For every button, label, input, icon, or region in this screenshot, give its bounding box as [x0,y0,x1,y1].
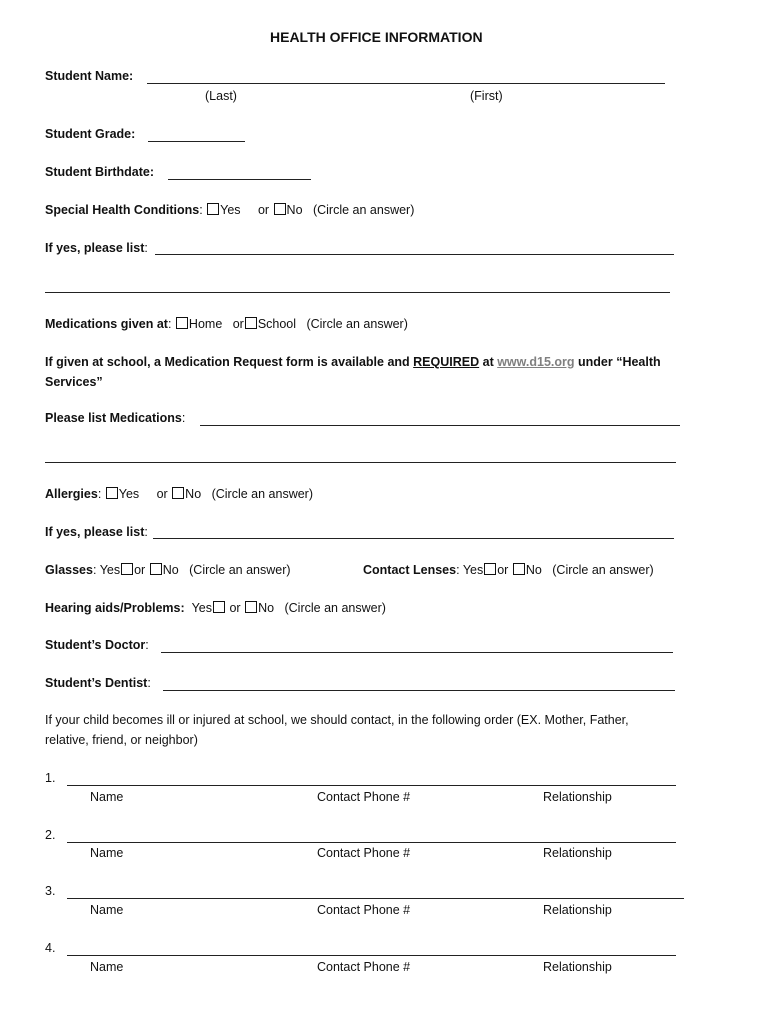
contact-lenses-or: or [497,563,509,577]
medications-or: or [232,317,244,331]
dentist-label: Student’s Dentist [45,676,148,690]
allergies-no-checkbox[interactable] [172,487,184,499]
contact-4-number: 4. [45,941,56,955]
medications-list-row [45,411,185,425]
contact-3-name-hint: Name [90,903,124,917]
special-conditions-row [45,203,414,217]
allergies-row [45,487,313,501]
student-grade-field[interactable] [148,141,245,142]
required-text: REQUIRED [413,355,480,369]
contact-2-number: 2. [45,828,56,842]
doctor-colon: : [145,638,149,652]
hearing-circle-note: (Circle an answer) [284,601,386,615]
special-conditions-colon: : [199,203,203,217]
first-name-hint: (First) [470,89,503,103]
contact-4-relationship-hint: Relationship [543,960,612,974]
hearing-yes-checkbox[interactable] [213,601,225,613]
medications-list-extra-field[interactable] [45,462,676,463]
medications-list-field[interactable] [200,425,680,426]
medications-given-row [45,317,408,331]
if-yes-list-1-label: If yes, please list [45,241,145,255]
contact-instructions-line-1: If your child becomes ill or injured at school, we should contact, in the following order (EX. Mother, Father, [45,713,629,727]
special-conditions-no-label: No [286,203,303,217]
contact-2-field[interactable] [67,842,676,843]
hearing-yes-label: Yes [191,601,212,615]
special-conditions-no-checkbox[interactable] [274,203,286,215]
contact-2-relationship-hint: Relationship [543,846,612,860]
special-conditions-yes-label: Yes [220,203,241,217]
glasses-yes-checkbox[interactable] [121,563,133,575]
contact-3-number: 3. [45,884,56,898]
dentist-colon: : [147,676,151,690]
contact-2-phone-hint: Contact Phone # [317,846,411,860]
student-birthdate-field[interactable] [168,179,311,180]
hearing-no-label: No [258,601,275,615]
special-conditions-yes-checkbox[interactable] [207,203,219,215]
hearing-label: Hearing aids/Problems: [45,601,185,615]
doctor-row [45,638,149,652]
medications-home-checkbox[interactable] [176,317,188,329]
contact-1-name-hint: Name [90,790,124,804]
student-name-field[interactable] [147,83,665,84]
allergies-no-label: No [185,487,202,501]
medications-home-label: Home [188,317,223,331]
contact-4-field[interactable] [67,955,676,956]
contact-1-phone-hint: Contact Phone # [317,790,411,804]
allergies-colon: : [97,487,102,501]
contact-2-name-hint: Name [90,846,124,860]
allergies-label: Allergies [45,487,98,501]
glasses-circle-note: (Circle an answer) [189,563,291,577]
contact-lenses-circle-note: (Circle an answer) [552,563,654,577]
contact-1-relationship-hint: Relationship [543,790,612,804]
contact-lenses-no-checkbox[interactable] [513,563,525,575]
if-yes-list-2-field[interactable] [153,538,674,539]
glasses-label: Glasses [45,563,93,577]
student-grade-label: Student Grade: [45,127,136,141]
medications-given-label: Medications given at [45,317,168,331]
glasses-no-checkbox[interactable] [150,563,162,575]
doctor-label: Student’s Doctor [45,638,146,652]
student-birthdate-label: Student Birthdate: [45,165,155,179]
notice-text-b: at [479,355,498,369]
contact-lenses-yes-checkbox[interactable] [484,563,496,575]
contact-1-number: 1. [45,771,56,785]
glasses-colon: : [92,563,97,577]
glasses-row [45,563,291,577]
notice-text-a: If given at school, a Medication Request form is available and [45,355,414,369]
if-yes-list-1-colon: : [144,241,148,255]
if-yes-list-2-colon: : [144,525,148,539]
contact-3-relationship-hint: Relationship [543,903,612,917]
dentist-field[interactable] [163,690,675,691]
medications-circle-note: (Circle an answer) [306,317,408,331]
glasses-no-label: No [162,563,179,577]
allergies-yes-label: Yes [118,487,140,501]
if-yes-list-2-label: If yes, please list [45,525,145,539]
allergies-yes-checkbox[interactable] [106,487,118,499]
glasses-yes-label: Yes [99,563,121,577]
if-yes-list-1-field[interactable] [155,254,674,255]
glasses-or: or [134,563,146,577]
medication-request-notice [45,355,661,369]
medications-given-colon: : [167,317,172,331]
if-yes-list-2-row [45,525,148,539]
contact-lenses-label: Contact Lenses [363,563,457,577]
medications-list-label: Please list Medications [45,411,182,425]
special-conditions-circle-note: (Circle an answer) [312,203,415,217]
contact-4-phone-hint: Contact Phone # [317,960,411,974]
contact-lenses-row [363,563,654,577]
contact-3-field[interactable] [67,898,684,899]
special-conditions-label: Special Health Conditions [45,203,200,217]
contact-lenses-yes-label: Yes [462,563,484,577]
contact-instructions-line-2: relative, friend, or neighbor) [45,733,198,747]
notice-text-c: under “Health [574,355,661,369]
page-title: HEALTH OFFICE INFORMATION [270,29,483,45]
allergies-or: or [156,487,168,501]
special-conditions-or: or [257,203,270,217]
contact-3-phone-hint: Contact Phone # [317,903,411,917]
contact-lenses-colon: : [456,563,460,577]
hearing-no-checkbox[interactable] [245,601,257,613]
contact-lenses-no-label: No [525,563,542,577]
doctor-field[interactable] [161,652,673,653]
last-name-hint: (Last) [205,89,237,103]
medications-school-checkbox[interactable] [245,317,257,329]
d15-link[interactable]: www.d15.org [497,355,575,369]
medications-school-label: School [257,317,297,331]
hearing-row [45,601,386,615]
dentist-row [45,676,151,690]
medications-list-colon: : [181,411,186,425]
hearing-or: or [229,601,241,615]
if-yes-list-1-extra-field[interactable] [45,292,670,293]
contact-4-name-hint: Name [90,960,124,974]
notice-line-2: Services” [45,375,103,389]
student-name-label: Student Name: [45,69,134,83]
if-yes-list-1-row [45,241,148,255]
allergies-circle-note: (Circle an answer) [211,487,313,501]
contact-1-field[interactable] [67,785,676,786]
